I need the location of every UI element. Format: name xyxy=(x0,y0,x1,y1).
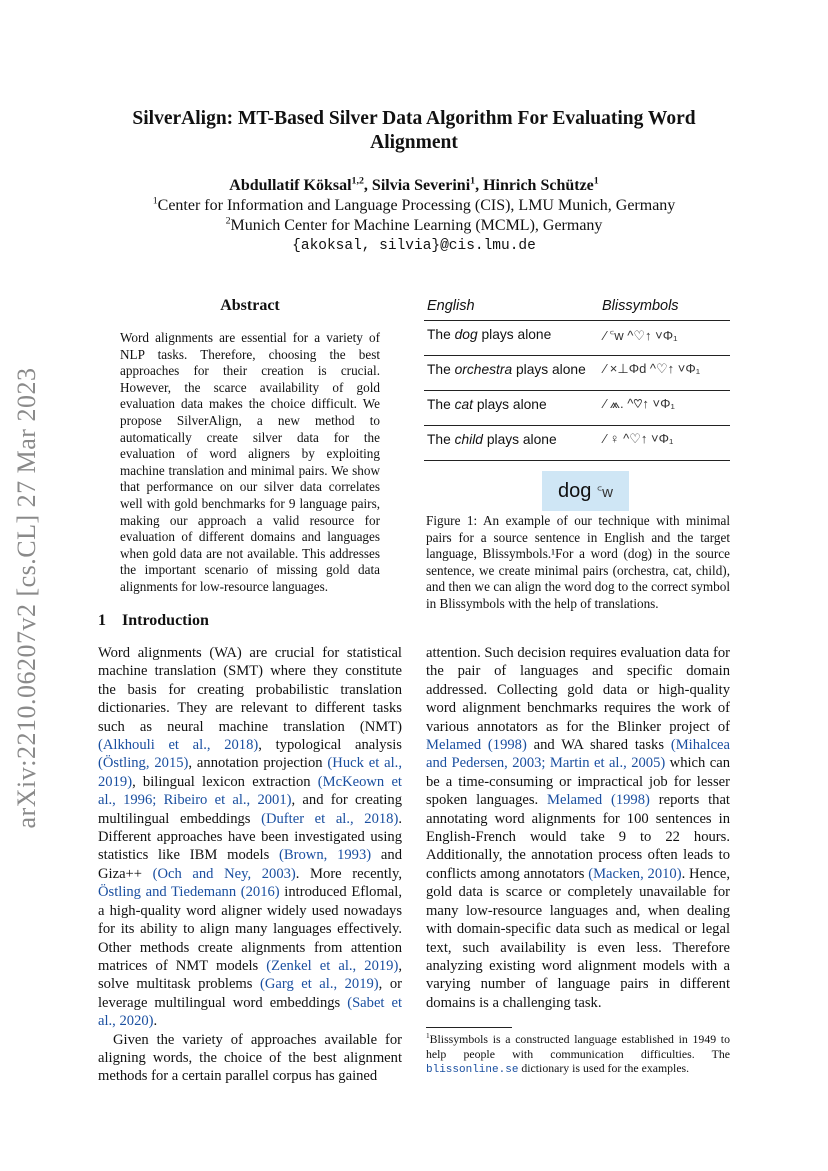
figure-header xyxy=(424,296,730,320)
highlight-word: dog xyxy=(558,480,592,502)
bliss-symbols: ⁄ ♀ ^♡↑ ˅Φ₁ xyxy=(604,431,674,446)
citation-link[interactable]: (Dufter et al., 2018) xyxy=(261,810,399,827)
bliss-symbols: ⁄ ꜂ᴡ ^♡↑ ˅Φ₁ xyxy=(604,328,678,343)
author-1-affil: 1,2 xyxy=(351,175,364,187)
author-3: Hinrich Schütze xyxy=(483,177,594,194)
section-number: 1 xyxy=(98,612,106,629)
author-3-affil: 1 xyxy=(593,175,599,187)
footnote-link[interactable]: blissonline.se xyxy=(426,1064,519,1077)
intro-paragraph-1: Word alignments (WA) are crucial for statistical machine translation (SMT) where they constitute the basis for creating probabilistic translation dictionaries. They are relevant to different tasks such as neural machine translation (NMT) (Alkhouli et al., 2018), typological analysis (Östling, 2015), annotation projection (Huck et al., 2019), bilingual lexicon extraction (McKeown et al., 1996; Ribeiro et al., 2001), and for creating multilingual embeddings (Dufter et al., 2018). Different approaches have been investigated using statistics like IBM models (Brown, 1993) and Giza++ (Och and Ney, 2003). More recently, Östling and Tiedemann (2016) introduced Eflomal, a high-quality word aligner widely used nowadays for its ability to align many languages effectively. Other methods create alignments from attention matrices of NMT models (Zenkel et al., 2019), solve multitask problems (Garg et al., 2019), or leverage multilingual word embeddings (Sabet et al., 2020). xyxy=(98,645,402,1030)
figure-header-blissymbols: Blissymbols xyxy=(602,298,679,314)
section-heading xyxy=(98,612,402,630)
bliss-symbols: ⁄ ⩕. ^♡↑ ˅Φ₁ xyxy=(604,396,675,411)
abstract-text: Word alignments are essential for a variety of NLP tasks. Therefore, choosing the best approaches for their creation is crucial. However, the scarce availability of gold evaluation data makes the choice difficult. We propose SilverAlign, a new method to automatically create silver data for the evaluation of word aligners by exploiting machine translation and minimal pairs. We show that performance on our silver data correlates well with gold benchmarks for 9 language pairs, making our approach a valid resource for evaluation of different domains and languages when gold data are not available. This addresses the important scenario of missing gold data alignments for low-resource languages. xyxy=(120,330,380,594)
citation-link[interactable]: (Östling, 2015) xyxy=(98,755,189,772)
figure-sentence: The orchestra plays alone xyxy=(427,362,586,377)
figure-caption: Figure 1: An example of our technique with minimal pairs for a source sentence in English and the target language, Blissymbols.¹For a word (dog) in the source sentence, we create minimal pairs (orchestra, cat, child), and then we can align the word dog to the correct symbol in Blissymbols with the help of translations. xyxy=(426,513,730,611)
bliss-symbols: ⁄ ×⊥Φd ^♡↑ ˅Φ₁ xyxy=(604,361,701,376)
citation-link[interactable]: (Zenkel et al., 2019) xyxy=(266,957,399,974)
right-column xyxy=(426,644,730,1012)
arxiv-stamp: arXiv:2210.06207v2 [cs.CL] 27 Mar 2023 xyxy=(12,367,41,829)
affiliation-2: $^2$Munich Center for Machine Learning (MCML), Germany xyxy=(225,215,603,234)
citation-link[interactable]: Melamed (1998) xyxy=(426,737,527,754)
citation-link[interactable]: Melamed (1998) xyxy=(547,792,650,809)
intro-paragraph-2: Given the variety of approaches available for aligning words, the choice of the best alignment methods for a certain parallel corpus has gained xyxy=(98,1031,402,1085)
citation-link[interactable]: (Och and Ney, 2003) xyxy=(152,865,296,882)
figure-1 xyxy=(424,296,730,511)
citation-link[interactable]: Östling and Tiedemann (2016) xyxy=(98,884,280,901)
citation-link[interactable]: (Garg et al., 2019) xyxy=(259,976,379,993)
citation-link[interactable]: (Sabet et al., 2020) xyxy=(98,994,402,1030)
abstract-heading: Abstract xyxy=(220,297,280,314)
citation-link[interactable]: (Alkhouli et al., 2018) xyxy=(98,737,259,754)
highlight-symbol: ꜂ᴡ xyxy=(596,484,613,501)
figure-row xyxy=(424,425,730,460)
footnote-rule xyxy=(426,1027,512,1028)
citation-link[interactable]: (Macken, 2010) xyxy=(588,865,682,882)
dog-highlight-box xyxy=(542,471,629,511)
citation-link[interactable]: (McKeown et al., 1996; Ribeiro et al., 2001) xyxy=(98,773,402,809)
figure-row xyxy=(424,355,730,390)
intro-paragraph-continued: attention. Such decision requires evaluation data for the pair of languages and specific domain addressed. Collecting gold data or high-quality word alignment benchmarks requires the work of various annotators as for the Blinker project of Melamed (1998) and WA shared tasks (Mihalcea and Pedersen, 2003; Martin et al., 2005) which can be a time-consuming or impractical job for lesser spoken languages. Melamed (1998) reports that annotating word alignments for 100 sentences in English-French would take 9 to 22 hours. Additionally, the annotation process often leads to conflicts among annotators (Macken, 2010). Hence, gold data is scarce or completely unavailable for many low-resource languages and, when dealing with domain-specific data such as medical or legal text, such availability is even less. Therefore analyzing existing word alignment models with a varying number of language pairs in different domains is a challenging task. xyxy=(426,645,730,1011)
figure-row xyxy=(424,320,730,355)
author-1: Abdullatif Köksal xyxy=(229,177,352,194)
author-2-affil: 1 xyxy=(470,175,476,187)
author-2: Silvia Severini xyxy=(371,177,471,194)
figure-row xyxy=(424,390,730,425)
citation-link[interactable]: (Huck et al., 2019) xyxy=(98,755,402,790)
author-names: Abdullatif Köksal$^{1,2}$, Silvia Severini$^1$, Hinrich Schütze$^1$ xyxy=(229,175,599,194)
affiliation-1: $^1$Center for Information and Language Processing (CIS), LMU Munich, Germany xyxy=(152,195,676,214)
figure-sentence: The child plays alone xyxy=(427,432,557,447)
title-line-2: Alignment xyxy=(370,132,458,153)
section-title: Introduction xyxy=(122,612,209,629)
footnote-mark: 1 xyxy=(426,1031,430,1041)
author-email: {akoksal, silvia}@cis.lmu.de xyxy=(292,238,536,254)
left-column xyxy=(98,644,402,1086)
figure-sentence: The dog plays alone xyxy=(427,327,552,342)
figure-header-english: English xyxy=(427,298,475,314)
citation-link[interactable]: (Mihalcea and Pedersen, 2003; Martin et al., 2005) xyxy=(426,737,730,772)
figure-sentence: The cat plays alone xyxy=(427,397,547,412)
author-block xyxy=(90,176,738,256)
citation-link[interactable]: (Brown, 1993) xyxy=(279,847,372,864)
paper-title xyxy=(90,107,738,155)
title-line-1: SilverAlign: MT-Based Silver Data Algorithm For Evaluating Word xyxy=(132,108,696,129)
figure-rows xyxy=(424,320,730,461)
footnote: $^1$Blissymbols is a constructed language established in 1949 to help people with communication difficulties. The blissonline.se dictionary is used for the examples. xyxy=(426,1031,730,1077)
